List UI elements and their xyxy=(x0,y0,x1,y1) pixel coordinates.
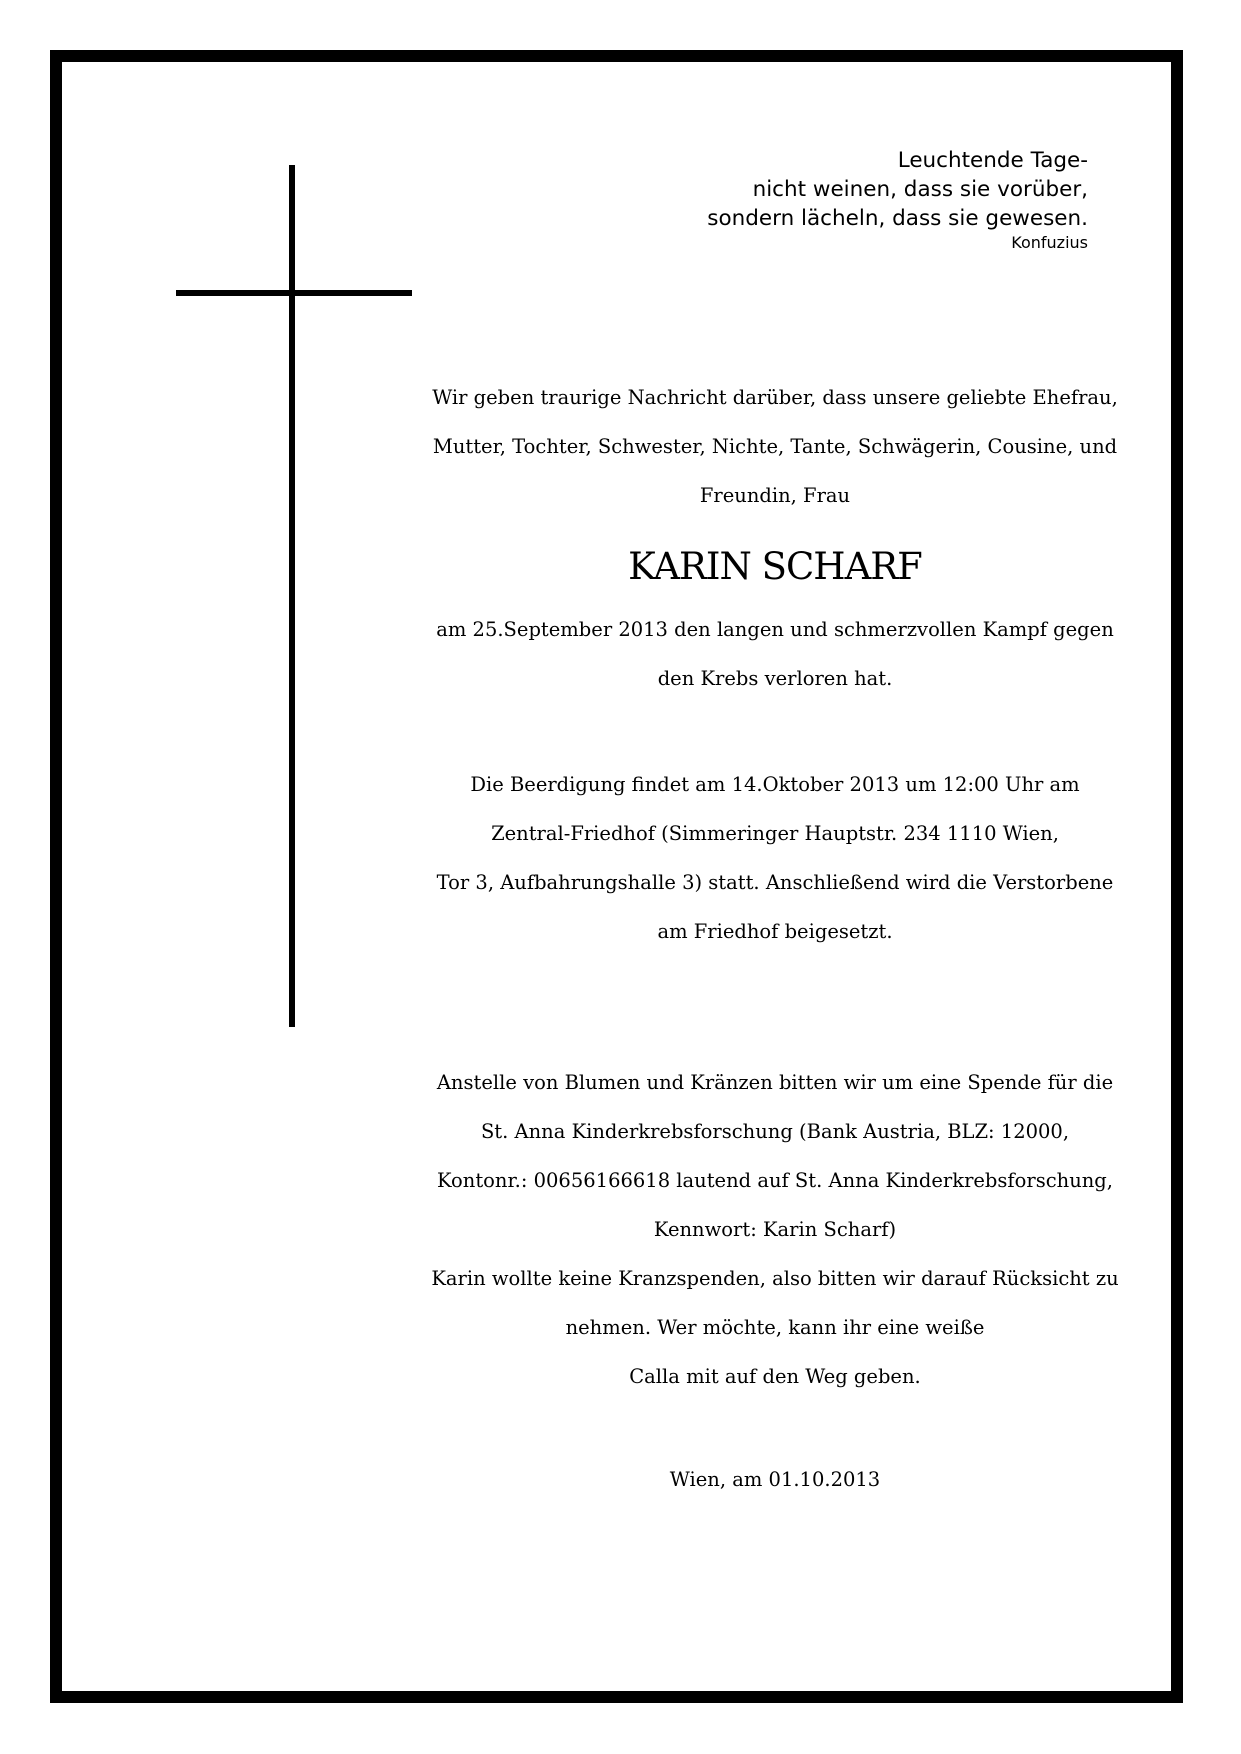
funeral-line: Tor 3, Aufbahrungshalle 3) statt. Anschließend wird die Verstorbene xyxy=(436,871,1114,894)
closing-block xyxy=(430,1455,1120,1504)
quote-author: Konfuzius xyxy=(1011,233,1088,252)
cross-horizontal-bar xyxy=(176,290,412,296)
funeral-details xyxy=(430,760,1120,956)
donation-line: nehmen. Wer möchte, kann ihr eine weiße xyxy=(565,1316,985,1339)
donation-line: Karin wollte keine Kranzspenden, also bitten wir darauf Rücksicht zu xyxy=(431,1267,1119,1290)
donation-request xyxy=(430,1058,1120,1401)
intro-line: Mutter, Tochter, Schwester, Nichte, Tante, Schwägerin, Cousine, und xyxy=(432,435,1118,458)
intro-line: Wir geben traurige Nachricht darüber, dass unsere geliebte Ehefrau, xyxy=(432,386,1118,409)
donation-line: Kontonr.: 00656166618 lautend auf St. Anna Kinderkrebsforschung, xyxy=(437,1169,1113,1192)
funeral-line: am Friedhof beigesetzt. xyxy=(657,920,893,943)
donation-line: St. Anna Kinderkrebsforschung (Bank Austria, BLZ: 12000, xyxy=(480,1120,1070,1143)
funeral-line: Zentral-Friedhof (Simmeringer Hauptstr. 234 1110 Wien, xyxy=(491,822,1059,845)
quote-line: nicht weinen, dass sie vorüber, xyxy=(752,177,1088,202)
death-line: am 25.September 2013 den langen und schmerzvollen Kampf gegen xyxy=(436,618,1114,641)
announcement-body xyxy=(430,373,1120,703)
place-date: Wien, am 01.10.2013 xyxy=(669,1468,881,1491)
quote-block xyxy=(488,146,1088,253)
donation-line: Anstelle von Blumen und Kränzen bitten wir um eine Spende für die xyxy=(436,1071,1114,1094)
donation-line: Calla mit auf den Weg geben. xyxy=(629,1365,921,1388)
intro-line: Freundin, Frau xyxy=(699,484,851,507)
death-line: den Krebs verloren hat. xyxy=(657,667,893,690)
deceased-name: KARIN SCHARF xyxy=(628,545,922,588)
funeral-line: Die Beerdigung findet am 14.Oktober 2013 um 12:00 Uhr am xyxy=(470,773,1080,796)
quote-line: Leuchtende Tage- xyxy=(897,148,1088,173)
donation-line: Kennwort: Karin Scharf) xyxy=(653,1218,897,1241)
quote-line: sondern lächeln, dass sie gewesen. xyxy=(707,206,1088,231)
